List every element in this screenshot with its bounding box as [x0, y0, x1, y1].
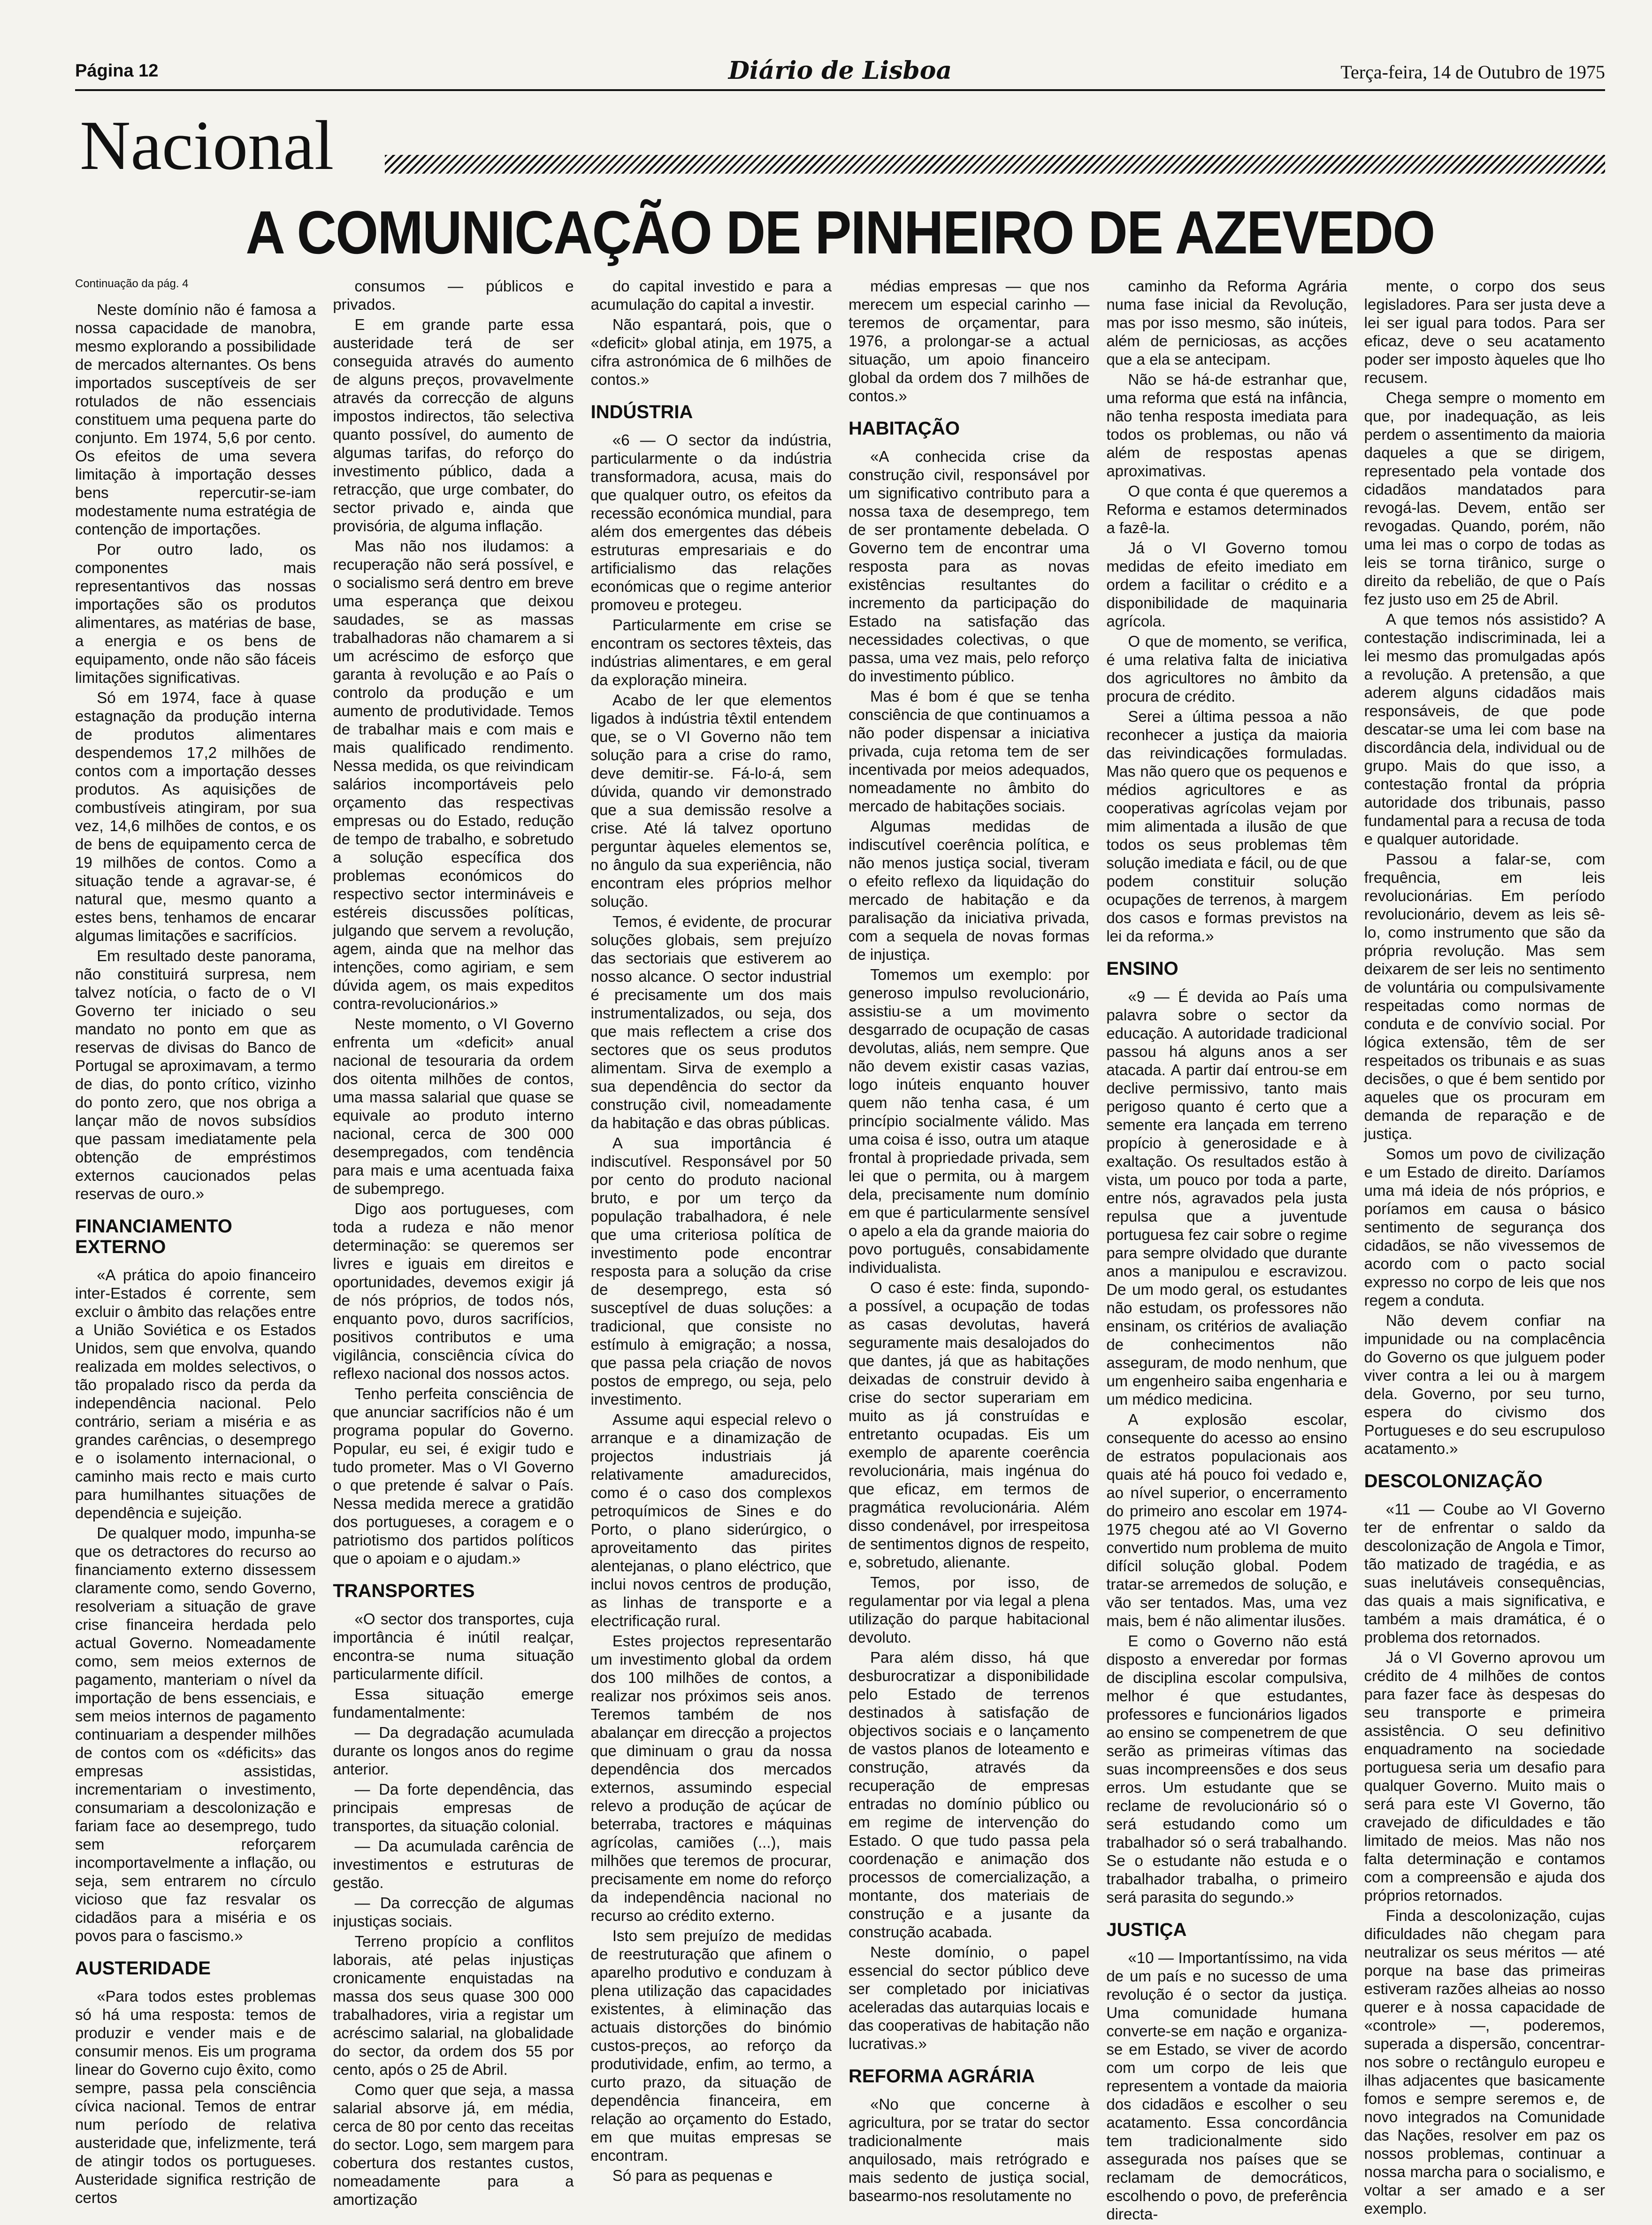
- paragraph: Estes projectos representarão um investimento global da ordem dos 100 milhões de contos, a realizar nos próximos seis anos. Teremos também de nos abalançar em direcção a projectos que diminuam o grau da nossa dependência dos mercados externos, assumindo especial relevo a produção de açúcar de beterraba, tractores e máquinas agrícolas, camiões (...), mais milhões que teremos de procurar, precisamente em nome do reforço da independência nacional no recurso ao crédito externo.: [590, 1632, 832, 1924]
- paragraph: Isto sem prejuízo de medidas de reestruturação que afinem o aparelho produtivo e conduzam à plena utilização das capacidades existentes, à eliminação das actuais distorções do binómio custos-preços, ao reforço da produtividade, enfim, ao termo, a curto prazo, da situação de dependência financeira, em relação ao orçamento do Estado, em que muitas empresas se encontram.: [590, 1927, 832, 2164]
- paragraph: Digo aos portugueses, com toda a rudeza e não menor determinação: se queremos ser livres e iguais em direitos e oportunidades, devemos exigir já de nós próprios, de todos nós, enquanto povo, duros sacrifícios, positivos contributos e uma vigilância, consciência cívica do reflexo nacional dos nossos actos.: [333, 1200, 574, 1382]
- paragraph: O que de momento, se verifica, é uma relativa falta de iniciativa dos agricultores no âmbito da procura de crédito.: [1106, 633, 1347, 705]
- paragraph: Tenho perfeita consciência de que anunciar sacrifícios não é um programa popular do Governo. Popular, eu sei, é exigir tudo e tudo prometer. Mas o VI Governo o que pretende é salvar o País. Nessa medida merece a gratidão dos portugueses, a coragem e o patriotismo dos partidos políticos que o apoiam e o ajudam.»: [333, 1385, 574, 1567]
- issue-date: Terça-feira, 14 de Outubro de 1975: [1340, 61, 1605, 83]
- paragraph: Tomemos um exemplo: por generoso impulso revolucionário, assistiu-se a um movimento desgarrado de ocupação de casas devolutas, aliás, nem sempre. Que não devem existir casas vazias, logo inúteis enquanto houver quem não tenha casa, é um princípio socialmente válido. Mas uma coisa é isso, outra um ataque frontal à propriedade privada, sem lei que o permita, ou à margem dela, precisamente num domínio em que é particularmente sensível o apelo a ela da grande maioria do povo português, consabidamente individualista.: [848, 966, 1090, 1276]
- paragraph: «10 — Importantíssimo, na vida de um país e no sucesso de uma revolução é o sector da justiça. Uma comunidade humana converte-se em nação e organiza-se em Estado, se viver de acordo com um corpo de leis que representem a vontade da maioria dos cidadãos e escolher o seu acatamento. Essa concordância tem tradicionalmente sido assegurada nos países que se reclamam de democráticos, escolhendo o povo, de preferência directa-: [1106, 1949, 1347, 2223]
- paragraph: E como o Governo não está disposto a enveredar por formas de disciplina escolar compulsiva, melhor é que estudantes, professores e funcionários ligados ao ensino se compenetrem de que serão as primeiras vítimas das suas incompreensões e dos seus erros. Um estudante que se reclame de revolucionário só o será estudando como um trabalhador só o será trabalhando. Se o estudante não estuda e o trabalhador trabalha, o primeiro será parasita do segundo.»: [1106, 1632, 1347, 1906]
- paragraph: Somos um povo de civilização e um Estado de direito. Daríamos uma má ideia de nós próprios, e poríamos em causa o básico sentimento de segurança dos cidadãos, se não vivessemos de acordo com o pacto social expresso no corpo de leis que nos regem a conduta.: [1364, 1145, 1605, 1309]
- paragraph: Mas não nos iludamos: a recuperação não será possível, e o socialismo será dentro em breve uma esperança que deixou saudades, se as massas trabalhadoras não chamarem a si um acréscimo de esforço que garanta à revolução e ao País o controlo da produção e um aumento de produtividade. Temos de trabalhar mais e com mais e mais qualificado rendimento. Nessa medida, os que reivindicam salários incomportáveis pelo orçamento das respectivas empresas ou do Estado, redução de tempo de trabalho, e sobretudo a solução específica dos problemas económicos do respectivo sector intermináveis e estéreis discussões políticas, julgando que servem a revolução, agem, ainda que na melhor das intenções, como agiriam, e sem dúvida agem, os mais expeditos contra-revolucionários.»: [333, 537, 574, 1012]
- paragraph: Serei a última pessoa a não reconhecer a justiça da maioria das reivindicações formuladas. Mas não quero que os pequenos e médios agricultores e as cooperativas agrícolas vejam por mim alimentada a ilusão de que todos os seus problemas têm solução imediata e fácil, ou de que podem constituir solução ocupações de terrenos, à margem dos casos e formas previstos na lei da reforma.»: [1106, 708, 1347, 945]
- paragraph: Neste domínio não é famosa a nossa capacidade de manobra, mesmo explorando a possibilidade de mercados alternantes. Os bens importados susceptíveis de ser rotulados de não essenciais constituem uma pequena parte do conjunto. Em 1974, 5,6 por cento. Os efeitos de uma severa limitação à importação desses bens repercutir-se-iam modestamente numa estratégia de contenção de importações.: [75, 301, 316, 538]
- paragraph: «A prática do apoio financeiro inter-Estados é corrente, sem excluir o âmbito das relações entre a União Soviética e os Estados Unidos, sem que envolva, quando realizada em moldes selectivos, o tão propalado risco da perda da independência nacional. Pelo contrário, seriam a miséria e as grandes carências, o desemprego e o isolamento internacional, o caminho mais recto e mais curto para humilhantes situações de dependência e sujeição.: [75, 1266, 316, 1522]
- article-columns: [75, 277, 1605, 2223]
- section-banner: [75, 103, 1605, 188]
- paragraph: Só em 1974, face à quase estagnação da produção interna de produtos alimentares despendemos 17,2 milhões de contos com a importação desses produtos. As aquisições de combustíveis atingiram, por sua vez, 14,6 milhões de contos, e os de bens de equipamento cerca de 19 milhões de contos. Como a situação tende a agravar-se, é natural que, mesmo quanto a estes bens, tenhamos de encarar algumas limitações e sacrifícios.: [75, 689, 316, 944]
- paragraph: Neste domínio, o papel essencial do sector público deve ser completado por iniciativas aceleradas das autarquias locais e das cooperativas de habitação não lucrativas.»: [848, 1943, 1090, 2052]
- paragraph: Não espantará, pois, que o «deficit» global atinja, em 1975, a cifra astronómica de 6 milhões de contos.»: [590, 316, 832, 388]
- subheading: TRANSPORTES: [333, 1581, 475, 1601]
- subheading: AUSTERIDADE: [75, 1958, 211, 1979]
- column-2: [333, 277, 574, 2225]
- paragraph: — Da degradação acumulada durante os longos anos do regime anterior.: [333, 1724, 574, 1778]
- subheading: FINANCIAMENTO EXTERNO: [75, 1216, 232, 1257]
- paragraph: médias empresas — que nos merecem um especial carinho — teremos de orçamentar, para 1976, a prolongar-se a actual situação, um apoio financeiro global da ordem dos 7 milhões de contos.»: [848, 277, 1090, 405]
- subheading: DESCOLONIZAÇÃO: [1364, 1471, 1543, 1491]
- paragraph: Como quer que seja, a massa salarial absorve já, em média, cerca de 80 por cento das receitas do sector. Logo, sem margem para cobertura dos restantes custos, nomeadamente para a amortização: [333, 2081, 574, 2208]
- column-5: [1106, 277, 1347, 2225]
- paragraph: Passou a falar-se, com frequência, em leis revolucionárias. Em período revolucionário, devem as leis sê-lo, como instrumento que são da própria revolução. Mas sem deixarem de ser leis no sentimento de voluntária ou compulsivamente respeitadas como normas de conduta e de convívio social. Por lógica extensão, têm de ser respeitados os tribunais e as suas decisões, o que é bem sentido por aqueles que os procuram em demanda de reparação e de justiça.: [1364, 850, 1605, 1142]
- paragraph: Particularmente em crise se encontram os sectores têxteis, das indústrias alimentares, e em geral da exploração mineira.: [590, 616, 832, 688]
- paragraph: A explosão escolar, consequente do acesso ao ensino de estratos populacionais aos quais até há pouco foi vedado e, ao nível superior, o encerramento do primeiro ano escolar em 1974-1975 chegou até ao VI Governo convertido num problema de muito difícil solução global. Podem tratar-se arremedos de solução, e vão ser tentados. Mas, uma vez mais, bem é não alimentar ilusões.: [1106, 1411, 1347, 1629]
- section-title: Nacional: [80, 107, 334, 184]
- page-number: Página 12: [75, 61, 159, 81]
- paragraph: Temos, é evidente, de procurar soluções globais, sem prejuízo das sectoriais que estiverem ao nosso alcance. O sector industrial é precisamente um dos mais instrumentalizados, ou seja, dos que mais reflectem a crise dos sectores que os seus produtos alimentam. Sirva de exemplo a sua dependência do sector da construção civil, nomeadamente da habitação e das obras públicas.: [590, 913, 832, 1132]
- section-rule: [385, 155, 1605, 174]
- paragraph: — Da acumulada carência de investimentos e estruturas de gestão.: [333, 1837, 574, 1891]
- paragraph: Algumas medidas de indiscutível coerência política, e não menos justiça social, tiveram o efeito reflexo da liquidação do mercado de habitação e da paralisação da iniciativa privada, com a sequela de novas formas de injustiça.: [848, 818, 1090, 963]
- paragraph: «No que concerne à agricultura, por se tratar do sector tradicionalmente mais anquilosado, mais retrógrado e mais sedento de justiça social, basearmo-nos resolutamente no: [848, 2095, 1090, 2204]
- paragraph: A que temos nós assistido? A contestação indiscriminada, lei a lei mesmo das promulgadas após a revolução. A pretensão, a que aderem alguns cidadãos mais responsáveis, de que pode descatar-se uma lei com base na discordância dela, individual ou de grupo. Mais do que isso, a contestação frontal da própria autoridade dos tribunais, passo fundamental para a recusa de toda e qualquer autoridade.: [1364, 611, 1605, 848]
- paragraph: Em resultado deste panorama, não constituirá surpresa, nem talvez notícia, o facto de o VI Governo ter iniciado o seu mandato no ponto em que as reservas de divisas do Banco de Portugal se aproximavam, a termo de dias, do ponto crítico, vizinho do ponto zero, que nos obriga a lançar mão de novos subsídios que passam imediatamente pela obtenção de empréstimos externos caucionados pelas reservas de ouro.»: [75, 947, 316, 1202]
- paragraph: Assume aqui especial relevo o arranque e a dinamização de projectos industriais já relativamente amadurecidos, como é o caso dos complexos petroquímicos de Sines e do Porto, o plano siderúrgico, o aproveitamento das pirites alentejanas, o plano eléctrico, que inclui novos centros de produção, as linhas de transporte e a electrificação rural.: [590, 1411, 832, 1629]
- paragraph: Já o VI Governo aprovou um crédito de 4 milhões de contos para fazer face às despesas do seu transporte e primeira assistência. O seu definitivo enquadramento na sociedade portuguesa seria um desafio para qualquer Governo. Muito mais o será para este VI Governo, tão cravejado de dificuldades e tão limitado de meios. Mas não nos falta determinação e contamos com a compreensão e ajuda dos próprios retornados.: [1364, 1649, 1605, 1904]
- paragraph: Não se há-de estranhar que, uma reforma que está na infância, não tenha resposta imediata para todos os problemas, ou não vá além de respostas apenas aproximativas.: [1106, 371, 1347, 480]
- paragraph: Temos, por isso, de regulamentar por via legal a plena utilização do parque habitacional devoluto.: [848, 1574, 1090, 1646]
- paragraph: do capital investido e para a acumulação do capital a investir.: [590, 277, 832, 313]
- subheading: JUSTIÇA: [1106, 1919, 1187, 1940]
- column-1: [75, 277, 316, 2225]
- paragraph: caminho da Reforma Agrária numa fase inicial da Revolução, mas por isso mesmo, são inúteis, além de perniciosas, as acções que a ela se antecipam.: [1106, 277, 1347, 368]
- subheading: INDÚSTRIA: [590, 402, 693, 422]
- subheading: REFORMA AGRÁRIA: [848, 2066, 1035, 2087]
- paragraph: Não devem confiar na impunidade ou na complacência do Governo os que julguem poder viver contra a lei ou à margem dela. Governo, por seu turno, espera do civismo dos Portugueses e do seu escrupuloso acatamento.»: [1364, 1312, 1605, 1457]
- paragraph: «9 — É devida ao País uma palavra sobre o sector da educação. A autoridade tradicional passou há alguns anos a ser atacada. A partir daí entrou-se em declive permissivo, tanto mais perigoso quanto é certo que a semente era lançada em terreno propício à generosidade e à exaltação. Os resultados estão à vista, um pouco por toda a parte, entre nós, agravados pela justa repulsa que a juventude portuguesa fez cair sobre o regime para sempre olvidado que durante anos a manipulou e escravizou. De um modo geral, os estudantes não estudam, os professores não ensinam, os critérios de avaliação de conhecimentos não asseguram, de modo nenhum, que um engenheiro saiba engenharia e um médico medicina.: [1106, 988, 1347, 1408]
- article-headline: A COMUNICAÇÃO DE PINHEIRO DE AZEVEDO: [245, 198, 1435, 267]
- paragraph: O caso é este: finda, supondo-a possível, a ocupação de todas as casas devolutas, haverá seguramente mais desalojados do que dantes, já que as habitações deixadas de construir devido à crise do sector superariam em muito as já construídas e entretanto ocupadas. Eis um exemplo de aparente coerência revolucionária, mais ingénua do que eficaz, em termos de pragmática revolucionária. Além disso condenável, por irrespeitosa de sentimentos dignos de respeito, e, sobretudo, alienante.: [848, 1279, 1090, 1571]
- paragraph: mente, o corpo dos seus legisladores. Para ser justa deve a lei ser igual para todos. Para ser eficaz, deve o seu acatamento poder ser imposto àqueles que lho recusem.: [1364, 277, 1605, 386]
- paragraph: Chega sempre o momento em que, por inadequação, as leis perdem o assentimento da maioria daqueles a que se dirigem, representado pela vontade dos cidadãos mandatados para revogá-las. Devem, então ser revogadas. Quando, porém, não uma lei mas o corpo de todas as leis se torna tirânico, surge o direito da rebelião, de que o País fez justo uso em 25 de Abril.: [1364, 389, 1605, 608]
- continuation-note: Continuação da pág. 4: [75, 277, 189, 290]
- paragraph: Terreno propício a conflitos laborais, até pelas injustiças cronicamente enquistadas na massa dos seus quase 300 000 trabalhadores, viria a registar um acréscimo salarial, na globalidade do sector, da ordem dos 55 por cento, após o 25 de Abril.: [333, 1933, 574, 2078]
- paragraph: — Da forte dependência, das principais empresas de transportes, da situação colonial.: [333, 1781, 574, 1835]
- column-6: [1364, 277, 1605, 2225]
- paragraph: Neste momento, o VI Governo enfrenta um «deficit» anual nacional de tesouraria da ordem dos oitenta milhões de contos, uma massa salarial que quase se equivale ao produto interno nacional, cerca de 300 000 desempregados, com tendência para mais e uma acentuada faixa de subemprego.: [333, 1015, 574, 1197]
- subheading: ENSINO: [1106, 958, 1178, 979]
- paragraph: Finda a descolonização, cujas dificuldades não chegam para neutralizar os seus méritos — até porque na base das primeiras estiveram razões alheias ao nosso querer e à nossa capacidade de «controle» —, poderemos, superada a dispersão, concentrar-nos sobre o rectângulo europeu e ilhas adjacentes que basicamente fomos e sempre seremos e, de novo integrados na Comunidade das Nações, resolver em paz os nossos problemas, continuar a nossa marcha para o socialismo, e voltar a ser amado e a ser exemplo.: [1364, 1907, 1605, 2217]
- paragraph: Mas é bom é que se tenha consciência de que continuamos a não poder dispensar a iniciativa privada, cuja retoma tem de ser incentivada por meios adequados, nomeadamente no âmbito do mercado de habitações sociais.: [848, 688, 1090, 815]
- paragraph: «O sector dos transportes, cuja importância é inútil realçar, encontra-se numa situação particularmente difícil.: [333, 1610, 574, 1682]
- paragraph: Acabo de ler que elementos ligados à indústria têxtil entendem que, se o VI Governo não tem solução para a crise do ramo, deve demitir-se. Fá-lo-á, sem dúvida, quando vir demonstrado que a sua demissão resolve a crise. Até lá talvez oportuno perguntar àqueles elementos se, no ângulo da sua experiência, não encontram eles próprios melhor solução.: [590, 691, 832, 910]
- paragraph: De qualquer modo, impunha-se que os detractores do recurso ao financiamento externo dissessem claramente como, sendo Governo, resolveriam a situação de grave crise financeira herdada pelo actual Governo. Nomeadamente como, sem meios externos de pagamento, manteriam o nível da importação de bens essenciais, e sem meios internos de pagamento continuariam a despender milhões de contos com os «déficits» das empresas assistidas, incrementariam o investimento, consumariam a descolonização e fariam face ao desemprego, tudo sem reforçarem incomportavelmente a inflação, ou seja, sem entrarem no círculo vicioso que faz resvalar os cidadãos para a miséria e os povos para o fascismo.»: [75, 1524, 316, 1944]
- masthead: Diário de Lisboa: [728, 56, 952, 85]
- paragraph: — Da correcção de algumas injustiças sociais.: [333, 1894, 574, 1930]
- paragraph: Só para as pequenas e: [612, 2167, 773, 2184]
- paragraph: «6 — O sector da indústria, particularmente o da indústria transformadora, acusa, mais do que qualquer outro, os efeitos da recessão económica mundial, para além dos emergentes das débeis estruturas empresariais e do artificialismo das relações económicas que o regime anterior promoveu e protegeu.: [590, 431, 832, 613]
- paragraph: «11 — Coube ao VI Governo ter de enfrentar o saldo da descolonização de Angola e Timor, tão matizado de tragédia, e as suas inelutáveis consequências, das quais a mais significativa, e também a mais dramática, é o problema dos retornados.: [1364, 1500, 1605, 1646]
- paragraph: Já o VI Governo tomou medidas de efeito imediato em ordem a facilitar o crédito e a disponibilidade de maquinaria agrícola.: [1106, 539, 1347, 630]
- paragraph: O que conta é que queremos a Reforma e estamos determinados a fazê-la.: [1106, 482, 1347, 536]
- subheading: HABITAÇÃO: [848, 418, 960, 439]
- page-header: [75, 56, 1605, 91]
- paragraph: A sua importância é indiscutível. Responsável por 50 por cento do produto nacional bruto, e por um terço da população trabalhadora, é nele que uma criteriosa política de investimento pode encontrar resposta para a solução da crise de desemprego, esta só susceptível de duas soluções: a tradicional, que consiste no estímulo à emigração; a nossa, que passa pela criação de novos postos de emprego, ou seja, pelo investimento.: [590, 1134, 832, 1408]
- paragraph: «Para todos estes problemas só há uma resposta: temos de produzir e vender mais e de consumir menos. Eis um programa linear do Governo cujo êxito, como sempre, passa pela consciência cívica nacional. Temos de entrar num período de relativa austeridade que, infelizmente, terá de atingir todos os portugueses. Austeridade significa restrição de certos: [75, 1988, 316, 2206]
- paragraph: «A conhecida crise da construção civil, responsável por um significativo contributo para a nossa taxa de desemprego, tem de ser prontamente debelada. O Governo tem de encontrar uma resposta para as novas existências resultantes do incremento da participação do Estado na satisfação das necessidades colectivas, o que passa, uma vez mais, pelo reforço do investimento público.: [848, 448, 1090, 685]
- paragraph: Para além disso, há que desburocratizar a disponibilidade pelo Estado de terrenos destinados à satisfação de objectivos sociais e o lançamento de vastos planos de loteamento e construção, através da recuperação de empresas entradas no domínio público ou em regime de intervenção do Estado. O que tudo passa pela coordenação e animação dos processos de comercialização, a montante, dos materiais de construção e a jusante da construção acabada.: [848, 1649, 1090, 1941]
- column-3: [591, 277, 832, 2225]
- column-4: [849, 277, 1089, 2225]
- paragraph: Por outro lado, os componentes mais representantivos das nossas importações são os produtos alimentares, as matérias de base, a energia e os bens de equipamento, onde não são fáceis limitações significativas.: [75, 541, 316, 686]
- paragraph: Essa situação emerge fundamentalmente:: [333, 1685, 574, 1721]
- paragraph: consumos — públicos e privados.: [333, 277, 574, 313]
- paragraph: E em grande parte essa austeridade terá de ser conseguida através do aumento de alguns preços, provavelmente através da correcção de alguns impostos indirectos, tão selectiva quanto possível, do aumento de algumas tarifas, do reforço do investimento público, dada a retracção, que urge combater, do sector privado e, ainda que provisória, de alguma inflação.: [333, 316, 574, 535]
